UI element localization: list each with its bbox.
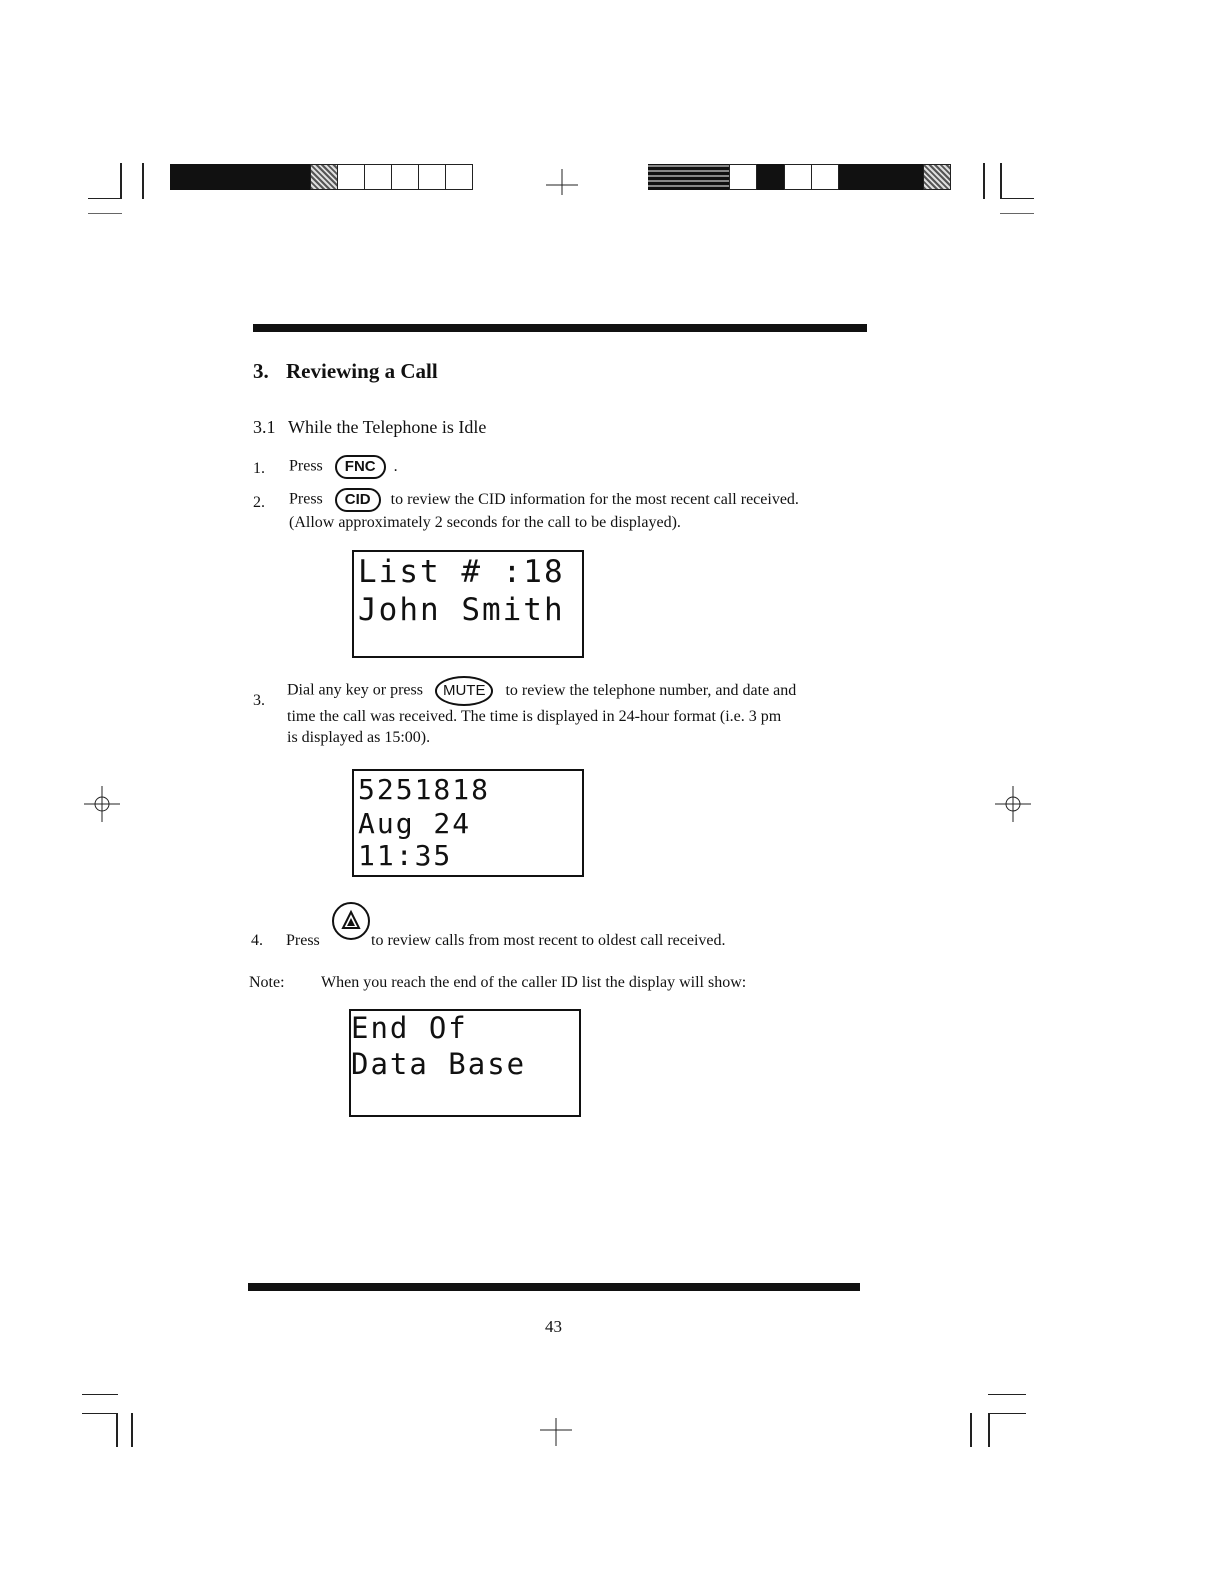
section-heading	[253, 359, 438, 384]
lcd-display-number	[352, 769, 584, 877]
crop-mark	[1000, 213, 1034, 214]
lcd-line: List # :18	[358, 554, 565, 590]
registration-crosshair-icon	[536, 1410, 576, 1450]
note-text: When you reach the end of the caller ID list the display will show:	[321, 974, 747, 991]
crop-mark	[142, 163, 144, 199]
crop-mark	[988, 1413, 1026, 1414]
step-4-label: Press	[286, 932, 320, 949]
step-1	[289, 455, 398, 479]
step-number: 1.	[253, 460, 265, 477]
step-text: to review calls from most recent to oldest call received.	[371, 932, 726, 949]
crop-mark	[983, 163, 985, 199]
step-text: .	[393, 457, 398, 475]
lcd-line: John Smith	[358, 592, 565, 628]
step-number: 4.	[251, 932, 263, 949]
cid-key: CID	[335, 488, 381, 512]
crop-mark	[88, 198, 122, 199]
registration-crosshair-icon	[993, 784, 1033, 824]
crop-mark	[1000, 198, 1034, 199]
crop-mark	[988, 1413, 990, 1447]
subsection-title: While the Telephone is Idle	[288, 417, 487, 437]
lcd-display-end	[349, 1009, 581, 1117]
color-bar-right	[648, 164, 951, 190]
crop-mark	[970, 1413, 972, 1447]
crop-mark	[131, 1413, 133, 1447]
color-bar-left	[170, 164, 473, 190]
crop-mark	[988, 1394, 1026, 1395]
mute-key: MUTE	[435, 676, 494, 706]
step-2	[289, 488, 879, 533]
step-3	[287, 676, 867, 748]
subsection-heading	[253, 417, 486, 438]
lcd-line: 11:35	[358, 839, 453, 872]
step-text: (Allow approximately 2 seconds for the call to be displayed).	[289, 514, 681, 531]
lcd-line: End Of	[351, 1011, 468, 1045]
step-text: to review the CID information for the most recent call received.	[390, 490, 799, 508]
step-text: time the call was received. The time is displayed in 24-hour format (i.e. 3 pm	[287, 708, 782, 725]
crop-mark	[88, 213, 122, 214]
step-text: to review the telephone number, and date and	[505, 681, 797, 699]
step-text: is displayed as 15:00).	[287, 729, 431, 746]
crop-mark	[120, 163, 122, 199]
lcd-line: 5251818	[358, 773, 491, 806]
step-number: 2.	[253, 494, 265, 511]
step-text: Dial any key or press	[287, 681, 423, 699]
step-number: 3.	[253, 692, 265, 709]
section-title: Reviewing a Call	[286, 359, 438, 383]
crop-mark	[82, 1413, 118, 1414]
crop-mark	[116, 1413, 118, 1447]
step-text: Press	[289, 490, 323, 508]
lcd-line: Aug 24	[358, 807, 472, 840]
page-number: 43	[545, 1317, 562, 1336]
step-text: Press	[289, 457, 323, 475]
crop-mark	[82, 1394, 118, 1395]
crop-mark	[1000, 163, 1002, 199]
up-arrow-key-icon	[332, 902, 370, 940]
lcd-line: Data Base	[351, 1047, 527, 1081]
fnc-key: FNC	[335, 455, 386, 479]
subsection-number: 3.1	[253, 417, 276, 437]
registration-crosshair-icon	[542, 165, 582, 205]
top-rule	[253, 324, 867, 332]
section-number: 3.	[253, 359, 269, 383]
registration-crosshair-icon	[82, 784, 122, 824]
note-label: Note:	[249, 974, 285, 991]
bottom-rule	[248, 1283, 860, 1291]
lcd-display-list	[352, 550, 584, 658]
